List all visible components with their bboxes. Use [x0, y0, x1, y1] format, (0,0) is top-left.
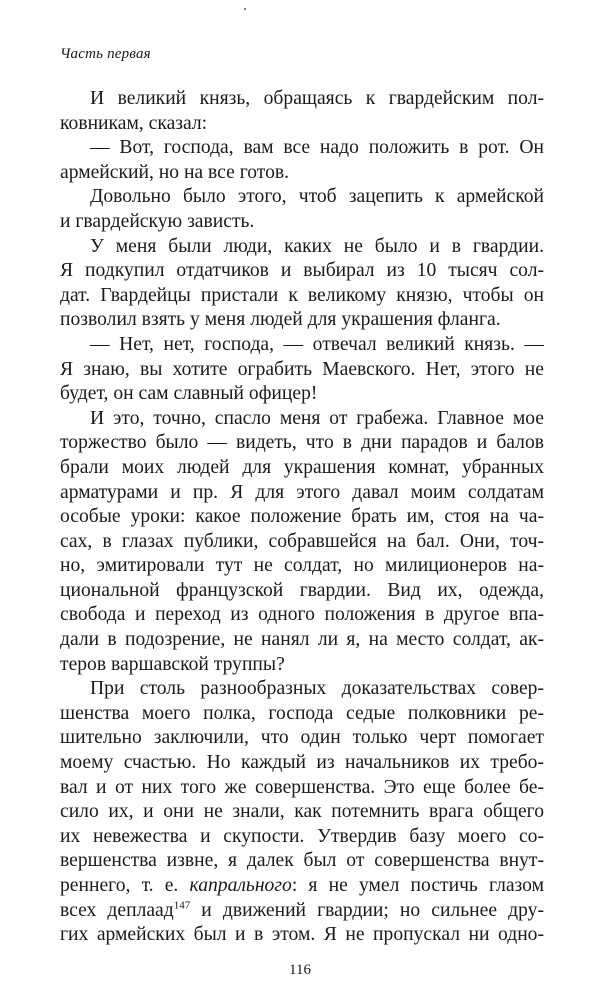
text-line: вершенства извне, я далек был от совершенства внут- [60, 850, 544, 872]
scan-speck [244, 8, 246, 10]
text-line: шительно заключили, что один только черт помогает [60, 727, 544, 749]
text-line: брали моих людей для украшения комнат, убранных [60, 456, 544, 478]
text-line: но, эмитировали тут не солдат, но милиционеров на- [60, 555, 544, 577]
text-segment: : я не умел постичь глазом [291, 875, 545, 896]
text-segment: и движений гвардии; но сильнее дру- [190, 899, 544, 921]
body-text [60, 87, 544, 948]
text-line: И великий князь, обращаясь к гвардейским пол- [90, 88, 544, 109]
text-line: сило их, и они не знали, как потемнить врага общего [60, 801, 544, 823]
text-line [60, 899, 544, 924]
text-line: торжество было — видеть, что в дни парадов и балов [60, 432, 544, 454]
text-line: арматурами и пр. Я для этого давал моим солдатам [60, 481, 544, 503]
footnote-reference[interactable]: 147 [173, 899, 191, 912]
text-line: будет, он сам славный офицер! [60, 383, 318, 405]
text-line: вал и от них того же совершенства. Это еще более бе- [60, 776, 544, 798]
text-line: их невежества и скупости. Утвердив базу моего со- [60, 825, 544, 847]
text-segment: всех деплаад [60, 899, 174, 921]
text-line: моему счастью. Но каждый из начальников их требо- [60, 752, 544, 774]
text-line: сах, в глазах публики, собравшейся на бал. Они, точ- [60, 530, 544, 552]
text-line: При столь разнообразных доказательствах совер- [90, 678, 544, 700]
text-line: Довольно было этого, чтоб зацепить к армейской [90, 186, 544, 208]
text-line: ковникам, сказал: [60, 112, 208, 134]
text-line: — Нет, нет, господа, — отвечал великий князь. — [90, 333, 544, 355]
text-line: И это, точно, спасло меня от грабежа. Главное мое [90, 407, 544, 429]
text-line: дат. Гвардейцы пристали к великому князю, чтобы он [60, 284, 544, 306]
text-line: гих армейских был и в этом. Я не пропускал ни одно- [60, 924, 544, 946]
text-line: свобода и переход из одного положения в другое впа- [60, 604, 544, 626]
text-line: армейский, но на все готов. [60, 161, 290, 183]
text-line: позволил взять у меня людей для украшения фланга. [60, 309, 501, 331]
running-head: Часть первая [60, 46, 151, 62]
text-line: У меня были люди, каких не было и в гвардии. [90, 235, 544, 257]
text-line: шенства моего полка, господа седые полковники ре- [60, 702, 544, 724]
text-line: Я подкупил отдатчиков и выбирал из 10 тысяч сол- [60, 260, 544, 282]
page-number: 116 [289, 962, 311, 978]
text-line: циональной французской гвардии. Вид их, одежда, [60, 579, 544, 601]
text-segment: реннего, т. е. [60, 875, 190, 896]
text-line: и гвардейскую зависть. [60, 210, 255, 232]
text-line: особые уроки: какое положение брать им, стоя на ча- [60, 506, 544, 528]
text-line: Я знаю, вы хотите ограбить Маевского. Нет, этого не [60, 358, 544, 380]
text-line: теров варшавской труппы? [60, 653, 285, 675]
text-line: — Вот, господа, вам все надо положить в рот. Он [90, 137, 544, 159]
italic-word: капрального [189, 875, 292, 896]
text-line: дали в подозрение, не нанял ли я, на место солдат, ак- [60, 629, 544, 651]
text-line [60, 874, 544, 899]
